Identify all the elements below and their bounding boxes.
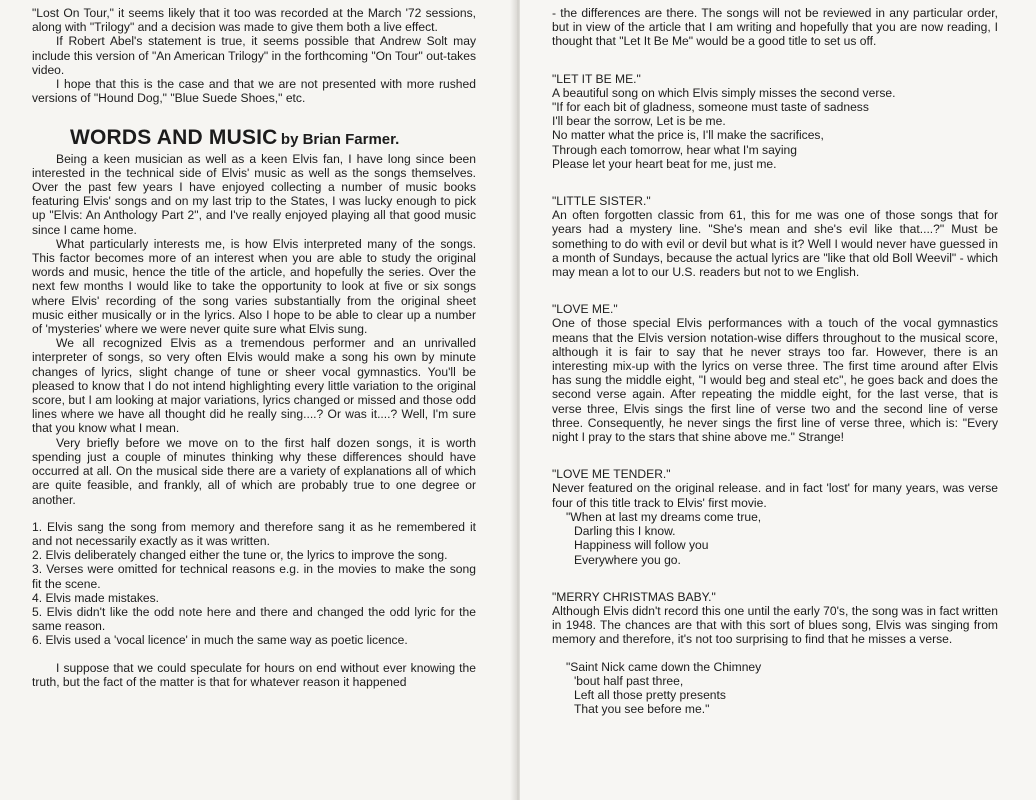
- song-heading: "LOVE ME.": [552, 302, 618, 317]
- left-column: [32, 6, 476, 689]
- song-text: A beautiful song on which Elvis simply misses the second verse.: [552, 85, 896, 100]
- list-item: 3. Verses were omitted for technical reasons e.g. in the movies to make the song fit the scene.: [32, 562, 476, 591]
- intro-paragraph: I hope that this is the case and that we are not presented with more rushed versions of "Hound Dog," "Blue Suede Shoes," etc.: [32, 77, 476, 106]
- list-item: 5. Elvis didn't like the odd note here and there and changed the odd lyric for the same reason.: [32, 604, 476, 634]
- list-item: 2. Elvis deliberately changed either the tune or, the lyrics to improve the song.: [32, 548, 448, 563]
- song-heading: "LITTLE SISTER.": [552, 194, 651, 209]
- right-page: [520, 0, 1036, 800]
- intro-paragraph: If Robert Abel's statement is true, it seems possible that Andrew Solt may include this version of "An American Trilogy" in the forthcoming "On Tour" out-takes video.: [32, 34, 476, 77]
- intro-paragraph: "Lost On Tour," it seems likely that it too was recorded at the March '72 sessions, along with "Trilogy" and a decision was made to give them both a live effect.: [32, 6, 476, 35]
- article-title: WORDS AND MUSIC: [70, 126, 278, 150]
- body-paragraph: We all recognized Elvis as a tremendous performer and an unrivalled interpreter of songs, so very often Elvis would make a song his own by minute changes of lyrics, slight change of tune or sheer vocal gymnastics. You'll be pleased to know that I do not intend highlighting every little variation to the original score, but I am looking at major variations, lyrics changed or missed and those odd lines where we have all thought did he really sing....? Or was it....? Well, I'm sure that you know what I mean.: [32, 336, 476, 436]
- list-item: 6. Elvis used a 'vocal licence' in much the same way as poetic licence.: [32, 633, 408, 648]
- closing-paragraph: I suppose that we could speculate for hours on end without ever knowing the truth, but the fact of the matter is that for whatever reason it happened: [32, 660, 476, 689]
- body-paragraph: Very briefly before we move on to the first half dozen songs, it is worth spending just a couple of minutes thinking why these differences should have occurred at all. On the musical side there are a variety of explanations all of which are quite feasible, and frankly, all of which are probably true to one degree or another.: [32, 435, 476, 507]
- lyric-line: Darling this I know.: [574, 524, 676, 539]
- lyric-line: No matter what the price is, I'll make the sacrifices,: [552, 128, 824, 143]
- lyric-line: "When at last my dreams come true,: [566, 509, 762, 524]
- song-text: Although Elvis didn't record this one until the early 70's, the song was in fact written in 1948. The chances are that with this sort of blues song, Elvis was singing from memory and therefore, it's not too surprising to find that he misses a verse.: [552, 603, 998, 647]
- lyric-line: 'bout half past three,: [574, 673, 684, 688]
- lyric-line: Happiness will follow you: [574, 538, 709, 553]
- left-page: [0, 0, 516, 800]
- song-text: An often forgotten classic from 61, this for me was one of those songs that for years had a mystery line. "She's mean and she's evil like that....?" Must be something to do with evil or devil but what is it? Well I would never have guessed in a month of Sundays, because the actual lyrics are "like that old Boll Weevil" - which may mean a lot to our U.S. readers but not to we English.: [552, 208, 998, 280]
- song-heading: "LOVE ME TENDER.": [552, 467, 671, 482]
- article-byline: by Brian Farmer.: [280, 131, 400, 149]
- lyric-line: "If for each bit of gladness, someone must taste of sadness: [552, 100, 869, 115]
- list-item: 1. Elvis sang the song from memory and therefore sang it as he remembered it and not necessarily exactly as it was written.: [32, 519, 476, 548]
- continuation-paragraph: - the differences are there. The songs will not be reviewed in any particular order, but in view of the article that I am writing and hopefully that you are now reading, I thought that "Let It Be Me" would be a good title to set us off.: [552, 6, 998, 49]
- explanations-list: [32, 520, 476, 648]
- lyric-line: Please let your heart beat for me, just me.: [552, 156, 777, 171]
- right-column: [552, 6, 998, 716]
- lyric-line: Everywhere you go.: [574, 552, 681, 567]
- song-heading: "MERRY CHRISTMAS BABY.": [552, 589, 716, 604]
- song-text: One of those special Elvis performances with a touch of the vocal gymnastics means that the Elvis version notation-wise differs throughout to the musical score, although it is fair to say that he never strays too far. However, there is an interesting mix-up with the lyrics on verse three. The first time around after Elvis has sung the middle eight, "I would beg and steal etc", he goes back and does the second verse again. After repeating the middle eight, for the last verse, that is verse three, Elvis sings the first line of verse two and the second line of verse three. Consequently, he never sings the first line of verse three, which is: "Every night I pray to the stars that shine above me." Strange!: [552, 316, 998, 445]
- article-headline: [70, 126, 476, 150]
- lyric-line: I'll bear the sorrow, Let is be me.: [552, 114, 726, 129]
- song-text: Never featured on the original release. and in fact 'lost' for many years, was verse four of this title track to Elvis' first movie.: [552, 481, 998, 510]
- lyric-line: That you see before me.": [574, 702, 710, 717]
- lyric-line: "Saint Nick came down the Chimney: [566, 659, 762, 674]
- lyric-line: Left all those pretty presents: [574, 687, 726, 702]
- song-heading: "LET IT BE ME.": [552, 71, 641, 86]
- list-item: 4. Elvis made mistakes.: [32, 590, 160, 605]
- lyric-line: Through each tomorrow, hear what I'm saying: [552, 142, 797, 157]
- body-paragraph: What particularly interests me, is how Elvis interpreted many of the songs. This factor becomes more of an interest when you are able to study the original words and music, hence the title of the article, and hopefully the series. Over the next few months I would like to take the opportunity to look at five or six songs where Elvis' recording of the song varies substantially from the original sheet music either musically or in the lyrics. Also I hope to be able to clear up a number of 'mysteries' where we were never quite sure what Elvis sung.: [32, 236, 476, 337]
- body-paragraph: Being a keen musician as well as a keen Elvis fan, I have long since been interested in the technical side of Elvis' music as well as the songs themselves. Over the past few years I have enjoyed collecting a number of music books featuring Elvis' songs and on my last trip to the States, I was lucky enough to pick up "Elvis: An Anthology Part 2", and I've really enjoyed playing all that good music since I came home.: [32, 151, 476, 237]
